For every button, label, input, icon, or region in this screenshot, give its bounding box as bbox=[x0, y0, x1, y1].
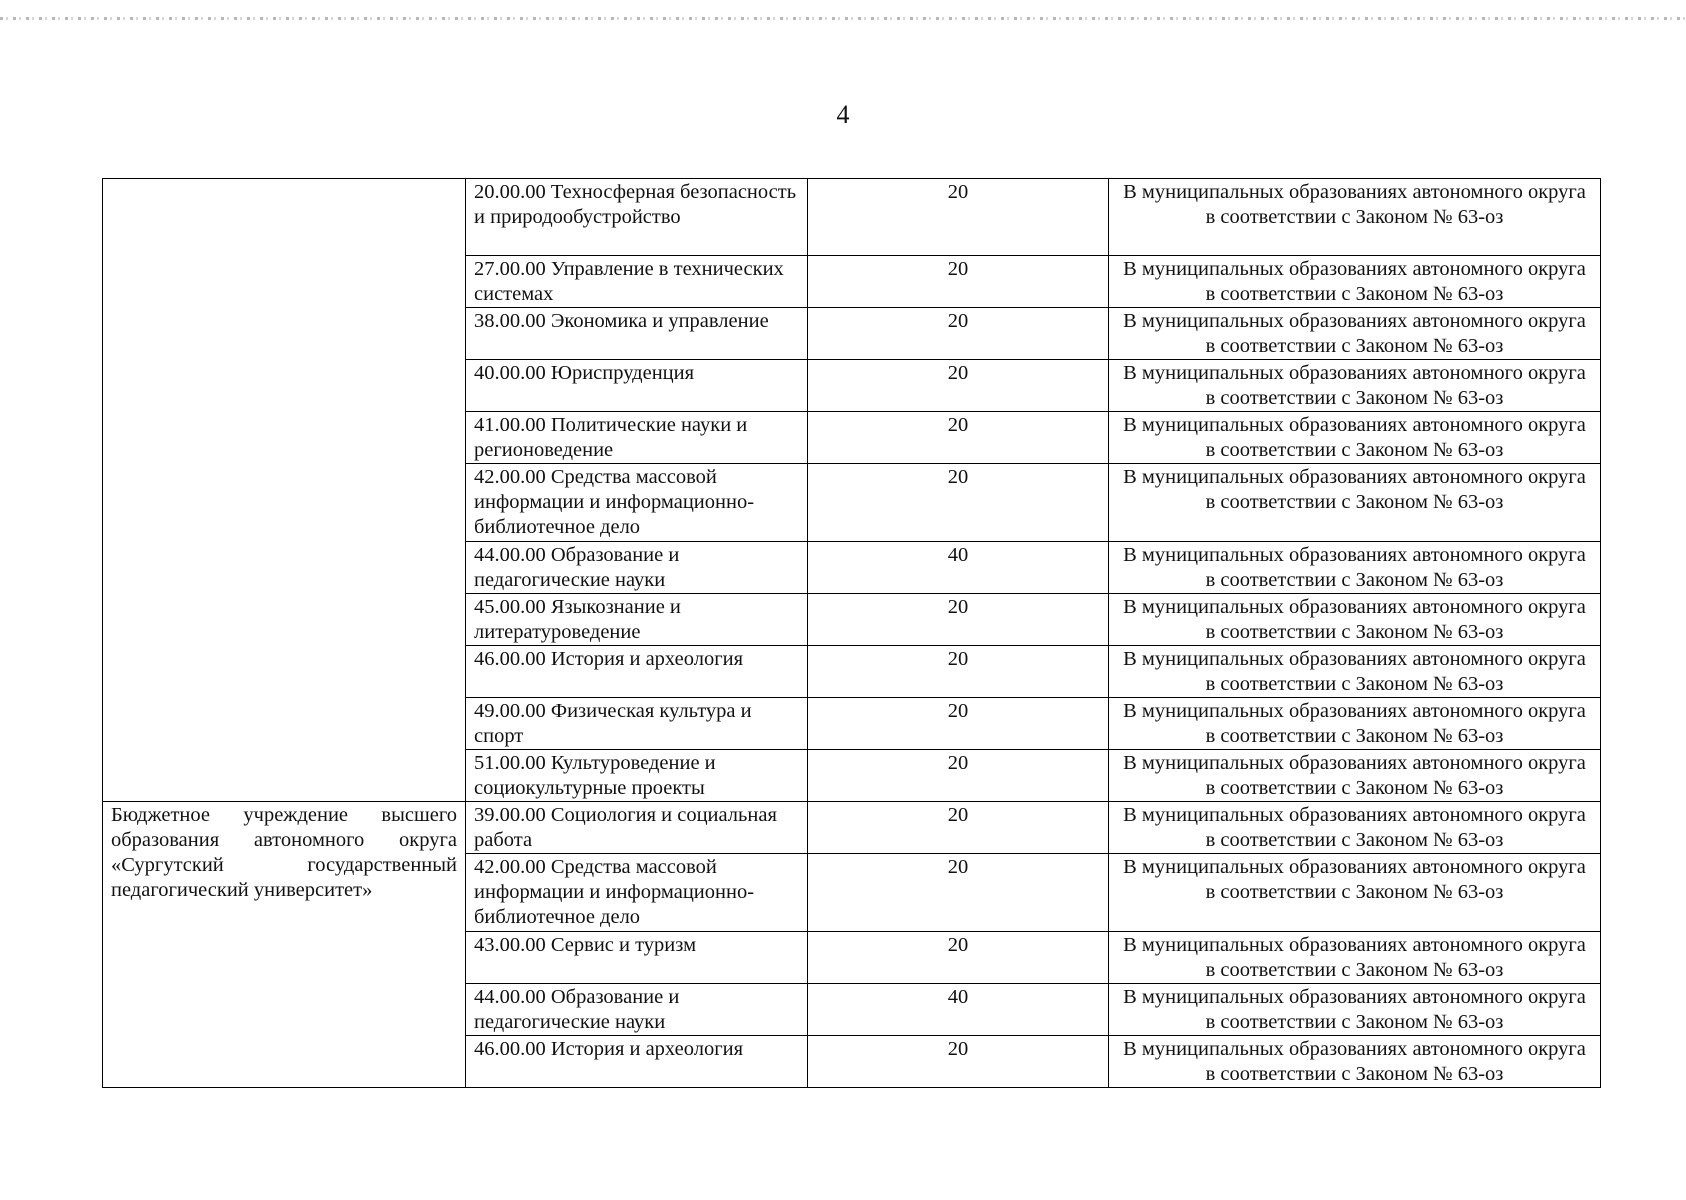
specialty-cell: 51.00.00 Культуроведение и социокультурные проекты bbox=[466, 750, 808, 802]
org-cell-surgut-pedagogical-university bbox=[103, 802, 466, 1088]
quota-count-cell: 40 bbox=[808, 542, 1109, 594]
scan-edge-artifact bbox=[0, 17, 1686, 20]
note-cell: В муниципальных образованиях автономного округа в соответствии с Законом № 63-оз bbox=[1109, 542, 1601, 594]
specialty-cell: 43.00.00 Сервис и туризм bbox=[466, 932, 808, 984]
specialty-cell: 20.00.00 Техносферная безопасность и природообустройство bbox=[466, 179, 808, 256]
specialty-cell: 41.00.00 Политические науки и регионоведение bbox=[466, 412, 808, 464]
specialty-cell: 46.00.00 История и археология bbox=[466, 1036, 808, 1088]
specialty-cell: 49.00.00 Физическая культура и спорт bbox=[466, 698, 808, 750]
specialty-cell: 42.00.00 Средства массовой информации и информационно-библиотечное дело bbox=[466, 854, 808, 932]
org-name-line: Бюджетное учреждение высшего bbox=[111, 804, 457, 826]
note-cell: В муниципальных образованиях автономного округа в соответствии с Законом № 63-оз bbox=[1109, 464, 1601, 542]
quota-count-cell: 20 bbox=[808, 802, 1109, 854]
quota-count-cell: 20 bbox=[808, 179, 1109, 256]
table-row bbox=[103, 802, 1601, 854]
specialty-cell: 27.00.00 Управление в технических системах bbox=[466, 256, 808, 308]
org-name-line: педагогический университет» bbox=[111, 879, 373, 901]
table-row bbox=[103, 179, 1601, 256]
note-cell: В муниципальных образованиях автономного округа в соответствии с Законом № 63-оз bbox=[1109, 698, 1601, 750]
note-cell: В муниципальных образованиях автономного округа в соответствии с Законом № 63-оз bbox=[1109, 256, 1601, 308]
note-cell: В муниципальных образованиях автономного округа в соответствии с Законом № 63-оз bbox=[1109, 308, 1601, 360]
specialty-cell: 40.00.00 Юриспруденция bbox=[466, 360, 808, 412]
specialty-cell: 46.00.00 История и археология bbox=[466, 646, 808, 698]
specialty-cell: 44.00.00 Образование и педагогические науки bbox=[466, 542, 808, 594]
note-cell: В муниципальных образованиях автономного округа в соответствии с Законом № 63-оз bbox=[1109, 1036, 1601, 1088]
quota-count-cell: 20 bbox=[808, 412, 1109, 464]
specialty-cell: 38.00.00 Экономика и управление bbox=[466, 308, 808, 360]
quota-count-cell: 20 bbox=[808, 308, 1109, 360]
quota-count-cell: 20 bbox=[808, 360, 1109, 412]
note-cell: В муниципальных образованиях автономного округа в соответствии с Законом № 63-оз bbox=[1109, 594, 1601, 646]
quota-count-cell: 20 bbox=[808, 1036, 1109, 1088]
org-cell-continued bbox=[103, 179, 466, 802]
quota-count-cell: 20 bbox=[808, 854, 1109, 932]
note-cell: В муниципальных образованиях автономного округа в соответствии с Законом № 63-оз bbox=[1109, 854, 1601, 932]
quota-count-cell: 20 bbox=[808, 646, 1109, 698]
quota-count-cell: 20 bbox=[808, 698, 1109, 750]
page-number: 4 bbox=[836, 100, 850, 129]
specialty-cell: 42.00.00 Средства массовой информации и информационно-библиотечное дело bbox=[466, 464, 808, 542]
specialty-cell: 44.00.00 Образование и педагогические науки bbox=[466, 984, 808, 1036]
quota-count-cell: 20 bbox=[808, 932, 1109, 984]
quota-count-cell: 20 bbox=[808, 256, 1109, 308]
quota-count-cell: 40 bbox=[808, 984, 1109, 1036]
note-cell: В муниципальных образованиях автономного округа в соответствии с Законом № 63-оз bbox=[1109, 360, 1601, 412]
org-name-line: образования автономного округа bbox=[111, 829, 457, 851]
note-cell: В муниципальных образованиях автономного округа в соответствии с Законом № 63-оз bbox=[1109, 179, 1601, 256]
specialty-cell: 39.00.00 Социология и социальная работа bbox=[466, 802, 808, 854]
note-cell: В муниципальных образованиях автономного округа в соответствии с Законом № 63-оз bbox=[1109, 646, 1601, 698]
quota-count-cell: 20 bbox=[808, 464, 1109, 542]
quota-table bbox=[102, 178, 1601, 1088]
note-cell: В муниципальных образованиях автономного округа в соответствии с Законом № 63-оз bbox=[1109, 412, 1601, 464]
note-cell: В муниципальных образованиях автономного округа в соответствии с Законом № 63-оз bbox=[1109, 984, 1601, 1036]
specialty-cell: 45.00.00 Языкознание и литературоведение bbox=[466, 594, 808, 646]
note-cell: В муниципальных образованиях автономного округа в соответствии с Законом № 63-оз bbox=[1109, 932, 1601, 984]
note-cell: В муниципальных образованиях автономного округа в соответствии с Законом № 63-оз bbox=[1109, 750, 1601, 802]
note-cell: В муниципальных образованиях автономного округа в соответствии с Законом № 63-оз bbox=[1109, 802, 1601, 854]
quota-count-cell: 20 bbox=[808, 594, 1109, 646]
org-name-line: «Сургутский государственный bbox=[111, 854, 457, 876]
quota-count-cell: 20 bbox=[808, 750, 1109, 802]
